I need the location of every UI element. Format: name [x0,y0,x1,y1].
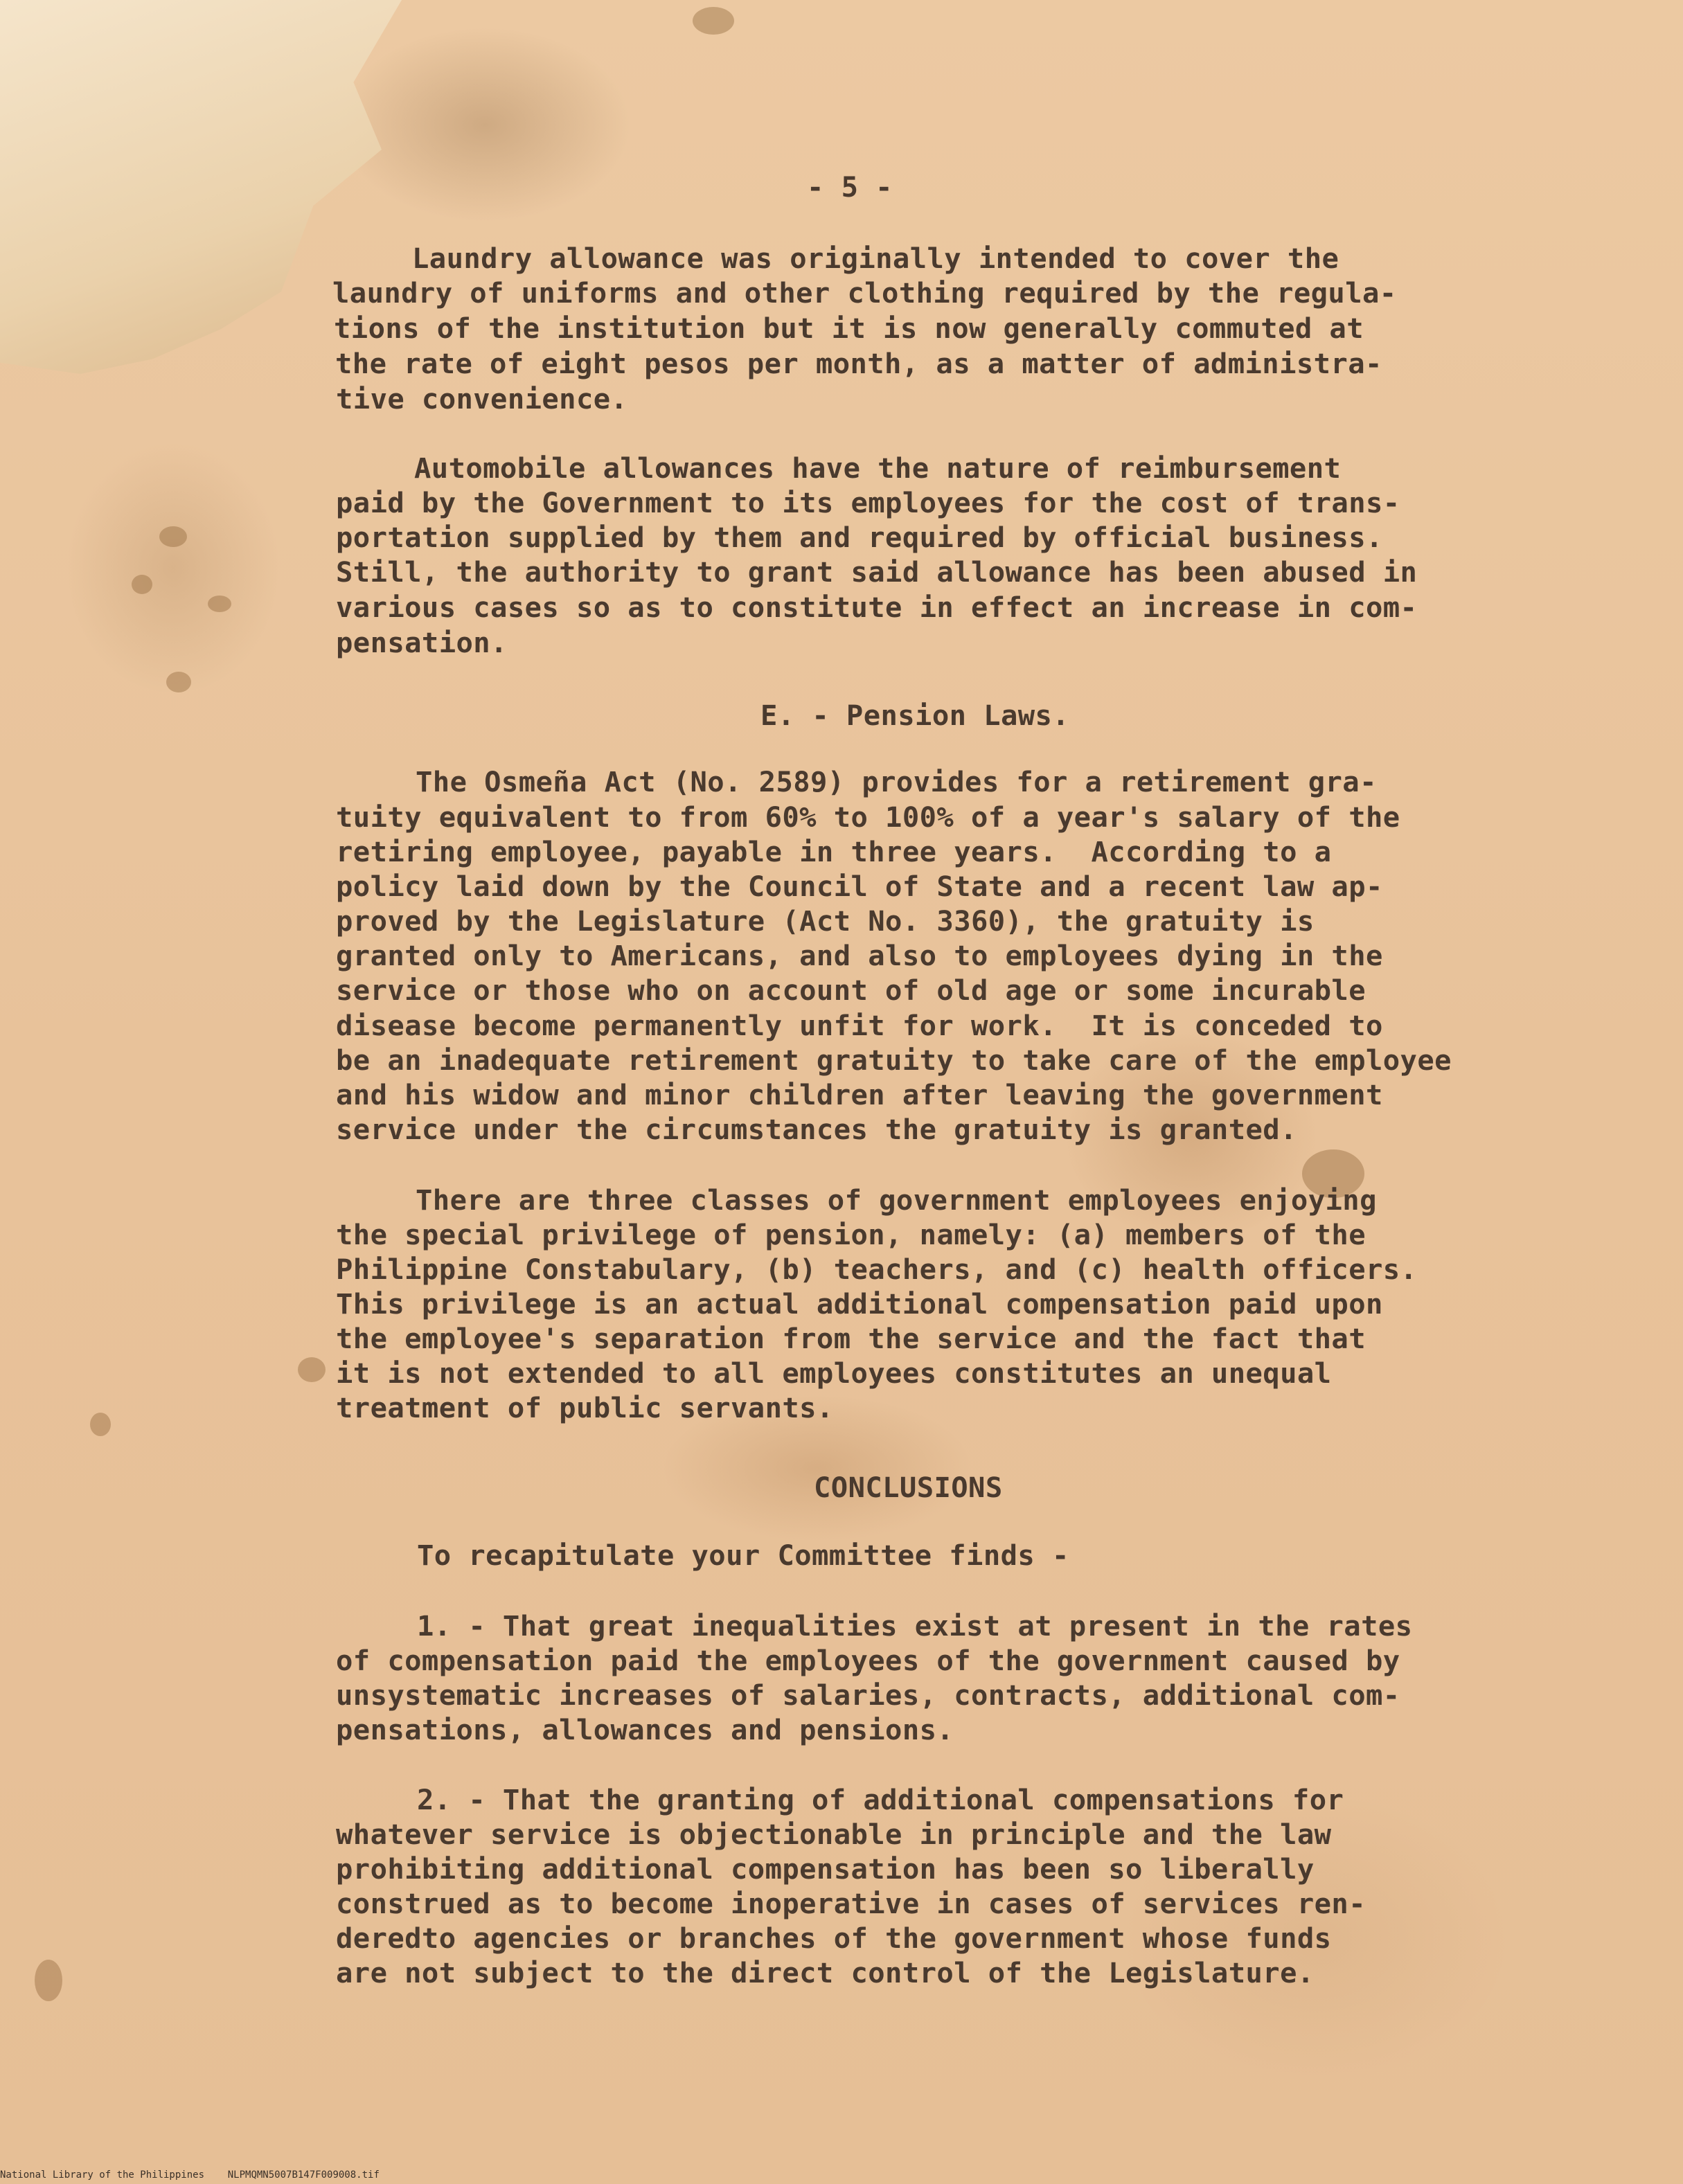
text-line: pensations, allowances and pensions. [336,1713,954,1746]
text-line: 2. - That the granting of additional compensations for [417,1783,1344,1816]
text-line: tions of the institution but it is now generally commuted at [334,312,1364,345]
text-line: 1. - That great inequalities exist at present in the rates [417,1609,1413,1643]
text-line: proved by the Legislature (Act No. 3360), the gratuity is [336,904,1315,938]
text-line: it is not extended to all employees constitutes an unequal [336,1357,1332,1390]
text-line: policy laid down by the Council of State and a recent law ap- [336,870,1383,903]
text-line: construed as to become inoperative in cases of services ren- [336,1887,1366,1920]
text-line: tive convenience. [336,382,628,415]
stain [208,596,231,612]
text-line: of compensation paid the employees of the government caused by [336,1644,1400,1677]
text-line: prohibiting additional compensation has been so liberally [336,1852,1315,1886]
text-line: This privilege is an actual additional compensation paid upon [336,1287,1383,1321]
text-line: Automobile allowances have the nature of reimbursement [414,451,1342,485]
text-line: disease become permanently unfit for work. It is conceded to [336,1009,1383,1042]
text-line: portation supplied by them and required by official business. [336,521,1383,554]
stain [90,1413,111,1436]
text-line: deredto agencies or branches of the government whose funds [336,1922,1332,1955]
text-line: Philippine Constabulary, (b) teachers, and (c) health officers. [336,1253,1418,1286]
text-line: the rate of eight pesos per month, as a matter of administra- [335,347,1382,380]
text-line: Laundry allowance was originally intended to cover the [412,242,1339,275]
archive-footer [0,2169,380,2181]
library-name: National Library of the Philippines [0,2169,205,2181]
page-number: - 5 - [807,170,893,204]
text-line: whatever service is objectionable in principle and the law [336,1818,1332,1851]
stain [35,1960,62,2001]
text-line: Still, the authority to grant said allowance has been abused in [336,555,1418,589]
text-line: various cases so as to constitute in effect an increase in com- [336,591,1418,624]
stain [298,1357,326,1382]
text-line: unsystematic increases of salaries, contracts, additional com- [336,1679,1400,1712]
stain [693,7,734,35]
text-line: the special privilege of pension, namely: (a) members of the [336,1218,1366,1251]
text-line: retiring employee, payable in three years. According to a [336,835,1332,868]
text-line: granted only to Americans, and also to employees dying in the [336,939,1383,972]
text-line: the employee's separation from the service and the fact that [336,1322,1366,1355]
text-line: service or those who on account of old age or some incurable [336,974,1366,1007]
stain [166,672,191,692]
text-line: paid by the Government to its employees for the cost of trans- [336,486,1400,519]
text-line: tuity equivalent to from 60% to 100% of a year's salary of the [336,800,1400,834]
text-line: are not subject to the direct control of the Legislature. [336,1956,1315,1989]
conclusions-heading: CONCLUSIONS [814,1471,1003,1504]
text-line: and his widow and minor children after leaving the government [336,1078,1383,1111]
text-line: laundry of uniforms and other clothing required by the regula- [332,276,1397,310]
text-line: There are three classes of government employees enjoying [416,1183,1377,1217]
stain [159,526,187,547]
text-line: service under the circumstances the gratuity is granted. [336,1113,1297,1146]
recap-line: To recapitulate your Committee finds - [417,1539,1069,1572]
text-line: The Osmeña Act (No. 2589) provides for a retirement gra- [416,765,1377,798]
text-line: treatment of public servants. [336,1391,834,1424]
stain [132,575,152,594]
text-line: be an inadequate retirement gratuity to take care of the employee [336,1044,1452,1077]
text-line: pensation. [336,626,508,659]
file-id: NLPMQMN5007B147F009008.tif [227,2169,380,2181]
section-heading: E. - Pension Laws. [760,699,1070,732]
